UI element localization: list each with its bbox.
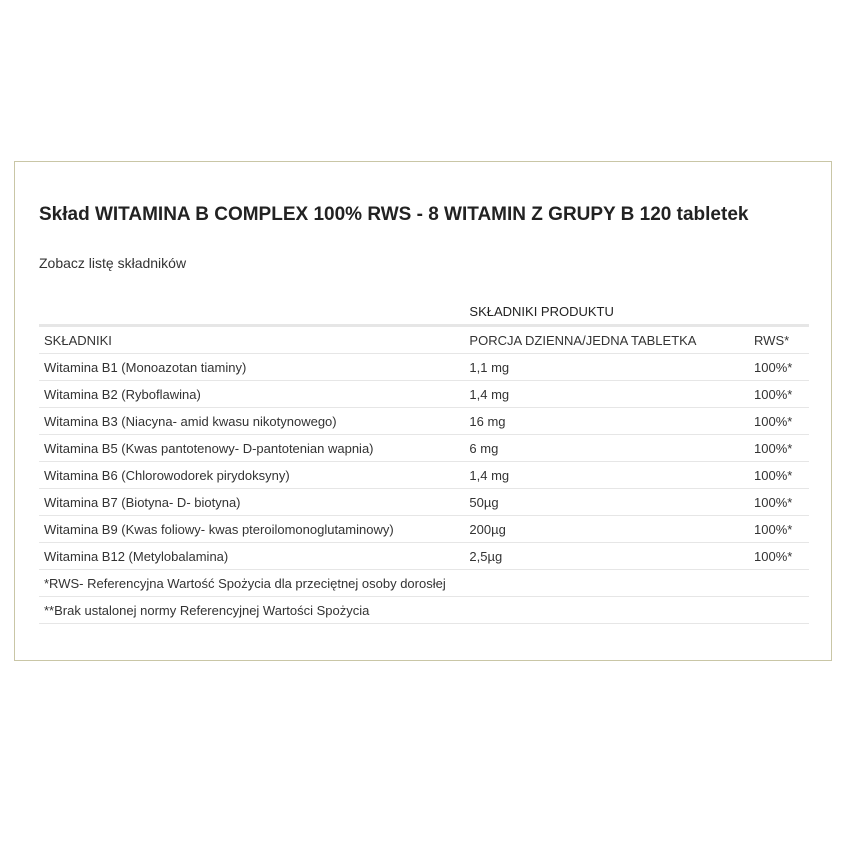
footnote-no-norm: **Brak ustalonej normy Referencyjnej Wartości Spożycia <box>39 597 809 624</box>
table-section-row <box>39 298 809 326</box>
ingredient-dose: 6 mg <box>464 435 749 462</box>
ingredient-rws: 100%* <box>749 516 809 543</box>
ingredient-dose: 1,4 mg <box>464 381 749 408</box>
footnote-rws: *RWS- Referencyjna Wartość Spożycia dla przeciętnej osoby dorosłej <box>39 570 809 597</box>
header-dose: PORCJA DZIENNA/JEDNA TABLETKA <box>464 326 749 354</box>
ingredient-dose: 2,5µg <box>464 543 749 570</box>
ingredient-name: Witamina B1 (Monoazotan tiaminy) <box>39 354 464 381</box>
ingredient-rws: 100%* <box>749 543 809 570</box>
ingredient-rws: 100%* <box>749 489 809 516</box>
ingredient-dose: 50µg <box>464 489 749 516</box>
ingredient-rws: 100%* <box>749 381 809 408</box>
ingredients-table <box>39 298 809 624</box>
view-ingredients-link[interactable]: Zobacz listę składników <box>39 255 187 271</box>
ingredient-name: Witamina B9 (Kwas foliowy- kwas pteroilomonoglutaminowy) <box>39 516 464 543</box>
page-title: Skład WITAMINA B COMPLEX 100% RWS - 8 WITAMIN Z GRUPY B 120 tabletek <box>39 204 749 225</box>
table-row <box>39 516 809 543</box>
table-row <box>39 435 809 462</box>
header-name: SKŁADNIKI <box>39 326 464 354</box>
table-row <box>39 462 809 489</box>
header-rws: RWS* <box>749 326 809 354</box>
footnote-row <box>39 597 809 624</box>
ingredient-name: Witamina B5 (Kwas pantotenowy- D-pantotenian wapnia) <box>39 435 464 462</box>
ingredients-table-body <box>39 298 809 624</box>
ingredients-panel <box>14 161 832 661</box>
ingredient-dose: 1,1 mg <box>464 354 749 381</box>
table-row <box>39 489 809 516</box>
ingredient-name: Witamina B12 (Metylobalamina) <box>39 543 464 570</box>
ingredient-dose: 1,4 mg <box>464 462 749 489</box>
ingredient-rws: 100%* <box>749 462 809 489</box>
table-row <box>39 543 809 570</box>
ingredient-dose: 200µg <box>464 516 749 543</box>
ingredient-name: Witamina B2 (Ryboflawina) <box>39 381 464 408</box>
table-row <box>39 354 809 381</box>
footnote-row <box>39 570 809 597</box>
ingredient-name: Witamina B3 (Niacyna- amid kwasu nikotynowego) <box>39 408 464 435</box>
ingredient-dose: 16 mg <box>464 408 749 435</box>
ingredient-rws: 100%* <box>749 435 809 462</box>
table-row <box>39 408 809 435</box>
table-header-row <box>39 326 809 354</box>
ingredient-name: Witamina B7 (Biotyna- D- biotyna) <box>39 489 464 516</box>
empty-cell <box>39 298 464 326</box>
ingredient-rws: 100%* <box>749 354 809 381</box>
table-row <box>39 381 809 408</box>
ingredient-name: Witamina B6 (Chlorowodorek pirydoksyny) <box>39 462 464 489</box>
ingredient-rws: 100%* <box>749 408 809 435</box>
section-title: SKŁADNIKI PRODUKTU <box>464 298 809 326</box>
